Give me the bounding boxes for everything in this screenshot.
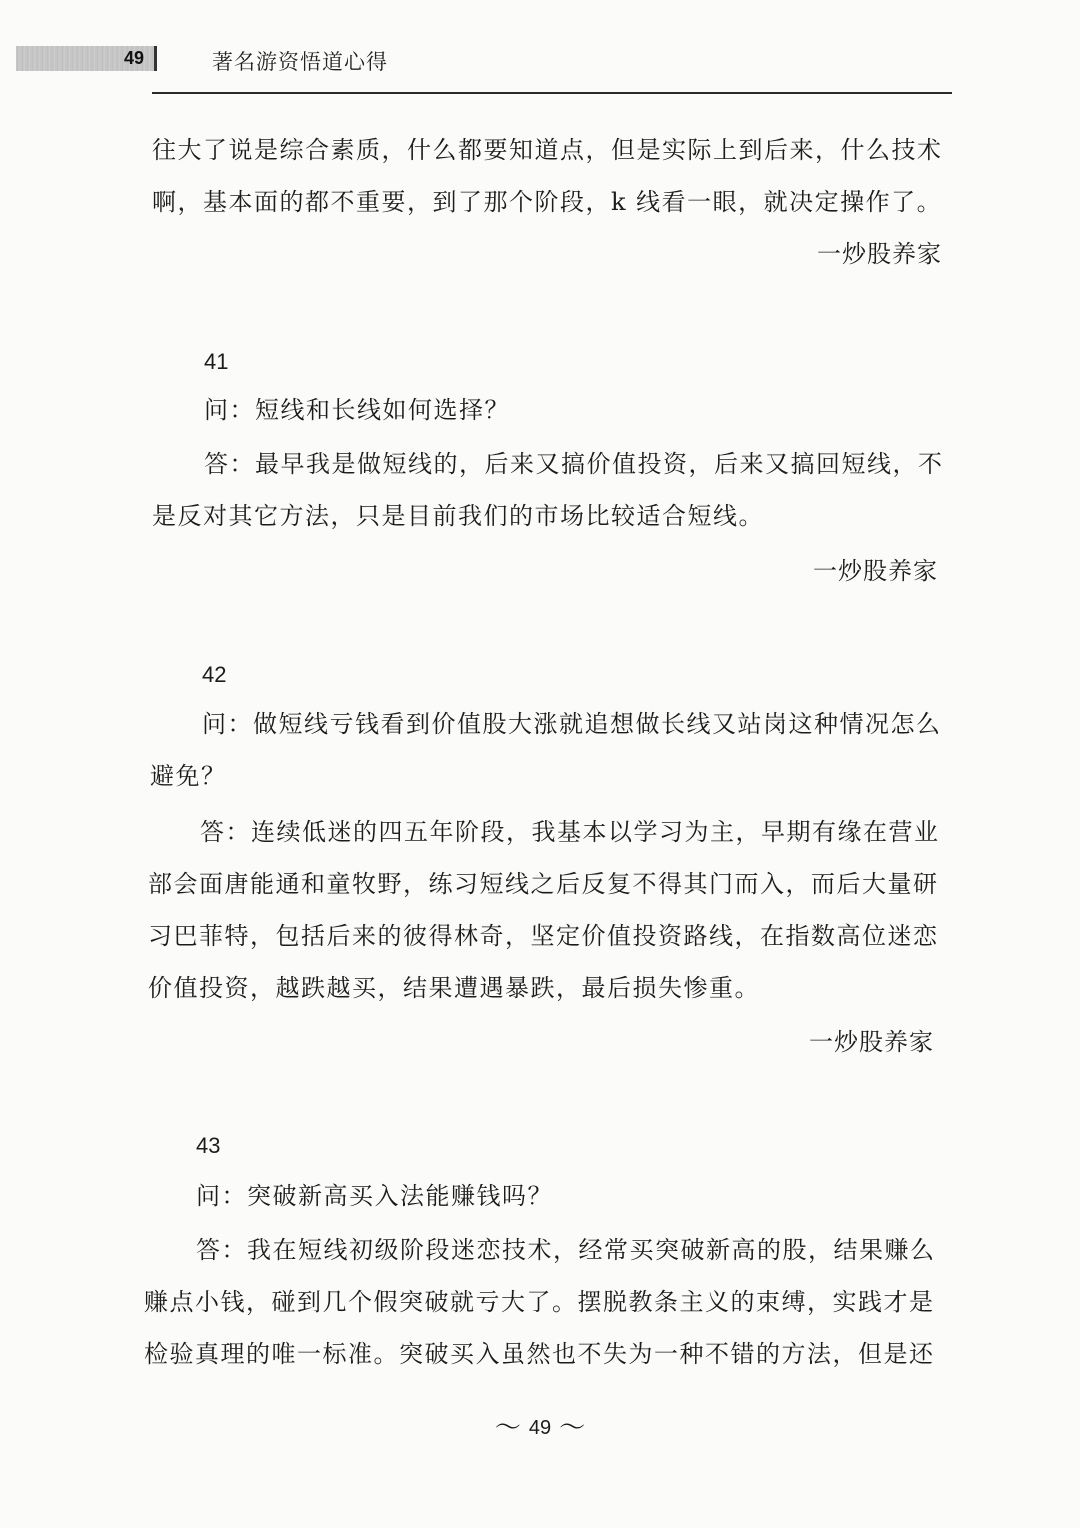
entry-number-42: 42: [202, 662, 227, 687]
answer-line: 赚点小钱，碰到几个假突破就亏大了。摆脱教条主义的束缚，实践才是: [144, 1288, 935, 1316]
entry-42-question: [150, 698, 942, 802]
entry-43-question: [196, 1170, 553, 1222]
intro-attribution: 一炒股养家: [817, 240, 942, 268]
entry-41-answer: [152, 438, 944, 542]
answer-line: 检验真理的唯一标准。突破买入虽然也不失为一种不错的方法，但是还: [144, 1340, 935, 1368]
header-page-number: 49: [123, 48, 144, 68]
entry-41-attribution: 一炒股养家: [813, 557, 938, 585]
book-title: 著名游资悟道心得: [212, 50, 388, 74]
answer-line: 价值投资，越跌越买，结果遭遇暴跌，最后损失惨重。: [148, 974, 760, 1002]
question-line: 问：短线和长线如何选择？: [204, 396, 510, 424]
intro-paragraph: [152, 124, 943, 228]
page-header: [0, 38, 1080, 98]
page-number-tab: [16, 46, 157, 71]
question-line: 避免？: [150, 762, 227, 790]
header-divider: [152, 92, 952, 94]
answer-line: 答：最早我是做短线的，后来又搞价值投资，后来又搞回短线，不: [204, 450, 944, 478]
entry-42-answer: [148, 806, 940, 1014]
entry-43-answer: [144, 1224, 936, 1380]
entry-41-question: [204, 384, 510, 436]
answer-line: 习巴菲特，包括后来的彼得林奇，坚定价值投资路线，在指数高位迷恋: [148, 922, 939, 950]
question-line: 问：突破新高买入法能赚钱吗？: [196, 1182, 553, 1210]
entry-42-attribution: 一炒股养家: [809, 1028, 934, 1056]
footer-tilde-left: ～: [494, 1412, 521, 1442]
footer-tilde-right: ～: [559, 1412, 586, 1442]
answer-line: 部会面唐能通和童牧野，练习短线之后反复不得其门而入，而后大量研: [148, 870, 939, 898]
entry-number-43: 43: [196, 1133, 221, 1158]
intro-line: 啊，基本面的都不重要，到了那个阶段，k 线看一眼，就决定操作了。: [152, 188, 943, 216]
entry-number-41: 41: [204, 349, 229, 374]
answer-line: 是反对其它方法，只是目前我们的市场比较适合短线。: [152, 502, 764, 530]
answer-line: 答：连续低迷的四五年阶段，我基本以学习为主，早期有缘在营业: [200, 818, 940, 846]
question-line: 问：做短线亏钱看到价值股大涨就追想做长线又站岗这种情况怎么: [202, 710, 942, 738]
intro-line: 往大了说是综合素质，什么都要知道点，但是实际上到后来，什么技术: [152, 136, 943, 164]
footer-page-number: [0, 1407, 1080, 1444]
answer-line: 答：我在短线初级阶段迷恋技术，经常买突破新高的股，结果赚么: [196, 1236, 936, 1264]
footer-page-value: 49: [528, 1417, 552, 1439]
